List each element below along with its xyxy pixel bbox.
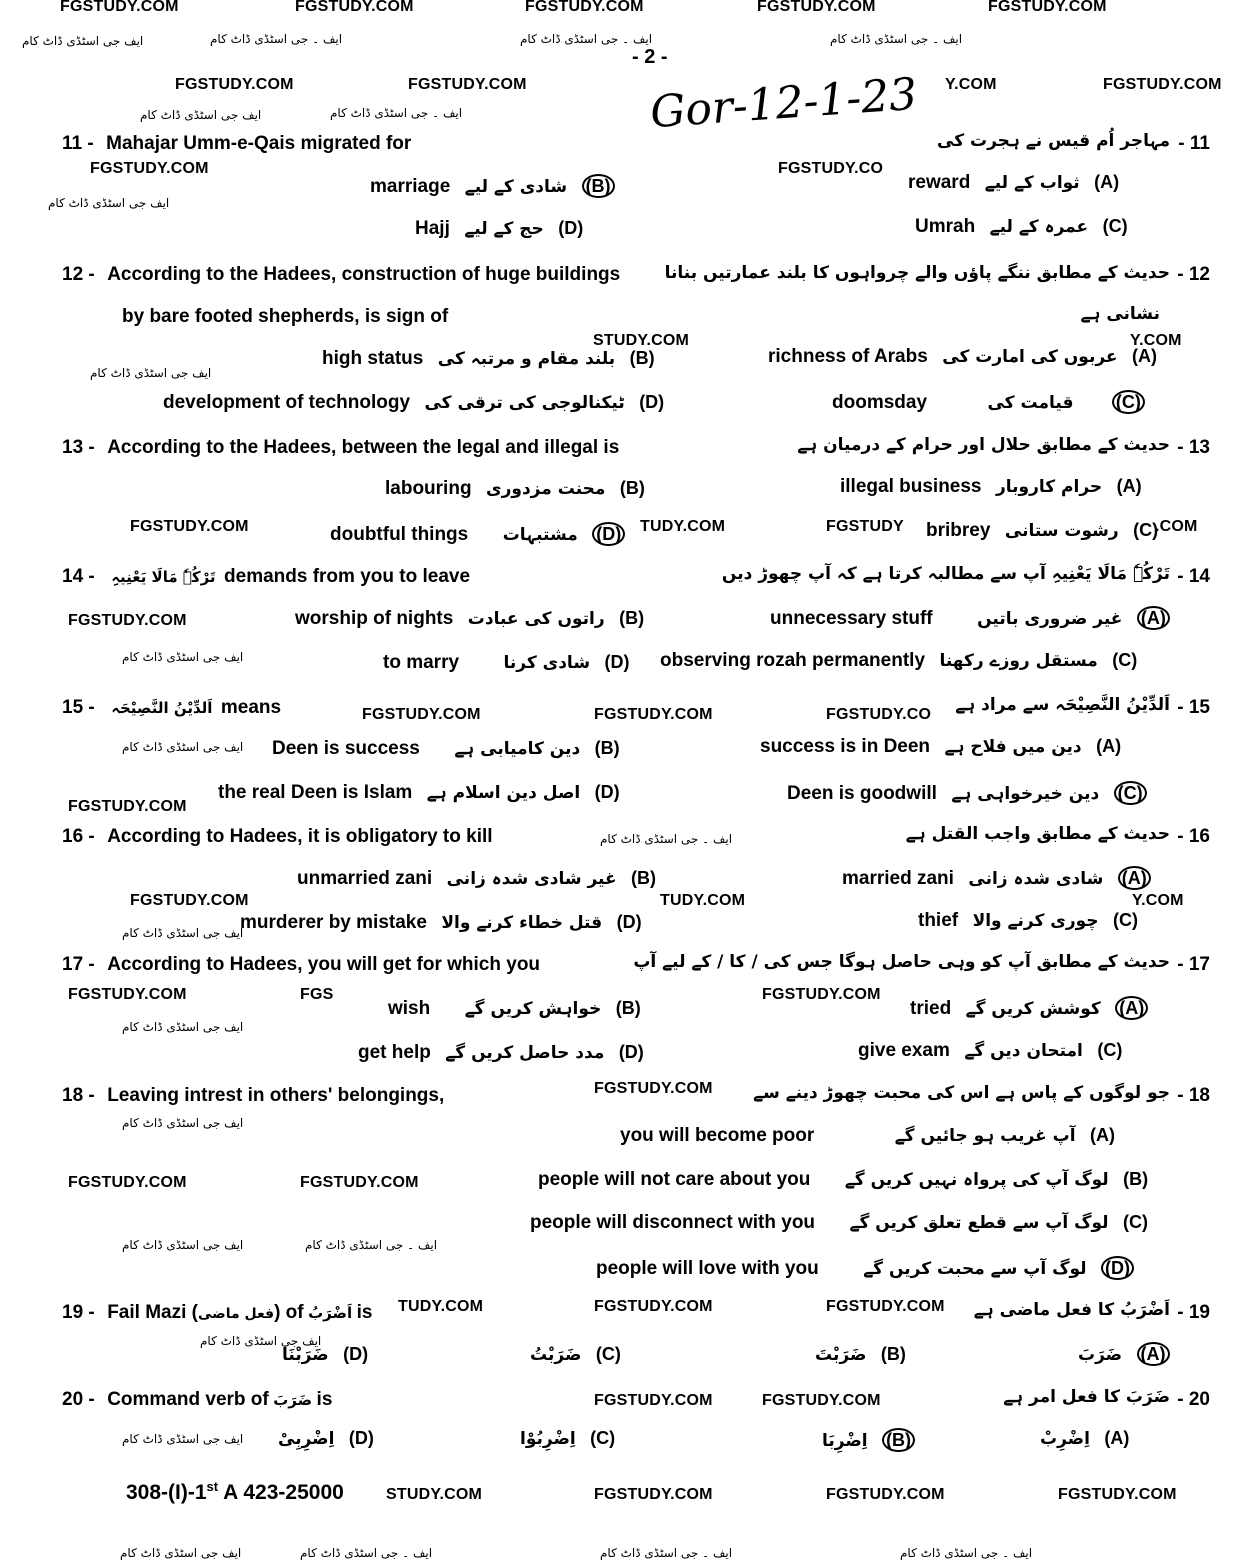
question-text-ur: تَرْکُہٗ مَالَا یَعْنِیہِ آپ سے مطالبہ کرتا ہے کہ آپ چھوڑ دیں <box>721 564 1170 584</box>
question-20: 20 - Command verb of ضَرَبَ is <box>62 1389 333 1410</box>
question-15: 15 - اَلدِّیْنُ النَّصِیْحَہ means <box>62 697 282 718</box>
question-17: 17 - According to Hadees, you will get for which you <box>62 954 541 975</box>
watermark-urdu: ایف ۔ جی اسٹڈی ڈاٹ کام <box>600 1546 733 1560</box>
watermark-fragment: TUDY.COM <box>398 1298 484 1315</box>
question-text-ur: ضَرَبَ کا فعل امر ہے <box>1003 1387 1170 1407</box>
watermark-urdu: ایف ۔ جی اسٹڈی ڈاٹ کام <box>305 1238 438 1252</box>
watermark-fragment: STUDY.COM <box>386 1486 483 1503</box>
option-12-D[interactable]: development of technology ٹیکنالوجی کی ترقی کی (D) <box>163 392 665 413</box>
watermark-fragment: STUDY.COM <box>593 332 690 349</box>
handwritten-date-note: Gor-12-1-23 <box>648 68 919 139</box>
option-15-D[interactable]: the real Deen is Islam اصل دین اسلام ہے (D) <box>218 782 620 803</box>
watermark-fragment: Y.COM <box>1130 332 1182 349</box>
option-18-C[interactable]: people will disconnect with you لوگ آپ سے قطع تعلق کریں گے (C) <box>530 1212 1149 1233</box>
option-19-B[interactable]: ضَرَبْتَ (B) <box>815 1344 906 1365</box>
watermark: FGSTUDY.COM <box>408 76 527 93</box>
option-letter-marked: (A) <box>1115 996 1148 1020</box>
watermark: FGSTUDY.COM <box>594 706 713 723</box>
watermark-urdu: ایف جی اسٹڈی ڈاٹ کام <box>122 1432 244 1446</box>
question-19: 19 - Fail Mazi (فعل ماضی) of اَضْرَبُ is <box>62 1302 373 1323</box>
watermark-fragment: FGSTUDY.CO <box>826 706 932 723</box>
option-11-A[interactable]: reward ثواب کے لیے (A) <box>908 172 1120 193</box>
watermark: FGSTUDY.COM <box>68 798 187 815</box>
watermark-fragment: Y.COM <box>945 76 997 93</box>
question-text-ur-line2: نشانی ہے <box>1080 304 1160 324</box>
option-letter-marked: (B) <box>882 1428 915 1452</box>
option-12-B[interactable]: high status بلند مقام و مرتبہ کی (B) <box>322 348 655 369</box>
watermark-fragment: FGSTUDY.CO <box>778 160 884 177</box>
watermark-urdu: ایف ۔ جی اسٹڈی ڈاٹ کام <box>830 32 963 46</box>
question-12: 12 - According to the Hadees, construction of huge buildings <box>62 264 621 285</box>
option-17-A[interactable]: tried کوشش کریں گے (A) <box>910 996 1148 1020</box>
question-text-en: Mahajar Umm-e-Qais migrated for <box>106 133 412 154</box>
option-15-C[interactable]: Deen is goodwill دین خیرخواہی ہے (C) <box>787 781 1147 805</box>
question-text-ur: حدیث کے مطابق آپ کو وہی حاصل ہوگا جس کی / کا / کے لیے آپ <box>633 952 1170 972</box>
watermark-fragment: TUDY.COM <box>640 518 726 535</box>
question-13: 13 - According to the Hadees, between the legal and illegal is <box>62 437 620 458</box>
watermark: FGSTUDY.COM <box>175 76 294 93</box>
option-14-D[interactable]: to marry شادی کرنا (D) <box>383 652 630 673</box>
option-17-C[interactable]: give exam امتحان دیں گے (C) <box>858 1040 1123 1061</box>
watermark: FGSTUDY.COM <box>68 986 187 1003</box>
question-text-en-line2: by bare footed shepherds, is sign of <box>122 306 449 327</box>
watermark: FGSTUDY.COM <box>525 0 644 15</box>
option-16-A[interactable]: married zani شادی شدہ زانی (A) <box>842 866 1151 890</box>
option-14-C[interactable]: observing rozah permanently مستقل روزے رکھنا (C) <box>660 650 1138 671</box>
question-text-ur: حدیث کے مطابق ننگے پاؤں والے چرواہوں کا بلند عمارتیں بنانا <box>664 263 1170 283</box>
option-15-B[interactable]: Deen is success دین کامیابی ہے (B) <box>272 738 620 759</box>
watermark: FGSTUDY.COM <box>1103 76 1222 93</box>
question-number-ur: - 11 <box>1178 133 1210 154</box>
watermark: FGSTUDY.COM <box>594 1298 713 1315</box>
watermark-urdu: ایف جی اسٹڈی ڈاٹ کام <box>200 1334 322 1348</box>
option-19-C[interactable]: ضَرَبْتُ (C) <box>530 1344 621 1365</box>
option-15-A[interactable]: success is in Deen دین میں فلاح ہے (A) <box>760 736 1122 757</box>
option-13-B[interactable]: labouring محنت مزدوری (B) <box>385 478 645 499</box>
watermark-fragment: .COM <box>1155 518 1198 535</box>
watermark: FGSTUDY.COM <box>68 1174 187 1191</box>
watermark: FGSTUDY.COM <box>362 706 481 723</box>
watermark: FGSTUDY.COM <box>988 0 1107 15</box>
question-18: 18 - Leaving intrest in others' belongings, <box>62 1085 445 1106</box>
watermark: FGSTUDY.COM <box>594 1486 713 1503</box>
option-letter-marked: (D) <box>592 522 625 546</box>
watermark-urdu: ایف ۔ جی اسٹڈی ڈاٹ کام <box>900 1546 1033 1560</box>
watermark-urdu: ایف ۔ جی اسٹڈی ڈاٹ کام <box>330 106 463 120</box>
option-13-D[interactable]: doubtful things مشتبہات (D) <box>330 522 625 546</box>
option-letter-marked: (C) <box>1112 390 1145 414</box>
watermark-urdu: ایف جی اسٹڈی ڈاٹ کام <box>122 1116 244 1130</box>
option-letter-marked: (A) <box>1137 606 1170 630</box>
question-text-ur: حدیث کے مطابق حلال اور حرام کے درمیان ہے <box>797 435 1170 455</box>
option-14-B[interactable]: worship of nights راتوں کی عبادت (B) <box>295 608 645 629</box>
option-letter: (A) <box>1094 172 1120 192</box>
watermark-urdu: ایف جی اسٹڈی ڈاٹ کام <box>122 740 244 754</box>
watermark: FGSTUDY.COM <box>1058 1486 1177 1503</box>
option-20-C[interactable]: اِضْرِبُوْا (C) <box>520 1428 616 1449</box>
option-letter-marked: (D) <box>1101 1256 1134 1280</box>
watermark-urdu: ایف جی اسٹڈی ڈاٹ کام <box>140 108 262 122</box>
option-19-A[interactable]: ضَرَبَ (A) <box>1068 1342 1170 1366</box>
option-20-D[interactable]: اِضْرِبِیْ (D) <box>278 1428 374 1449</box>
watermark: FGSTUDY.COM <box>90 160 209 177</box>
option-11-C[interactable]: Umrah عمرہ کے لیے (C) <box>915 216 1128 237</box>
watermark-urdu: ایف ۔ جی اسٹڈی ڈاٹ کام <box>520 32 653 46</box>
question-11 <box>62 133 411 155</box>
option-13-C[interactable]: bribrey رشوت ستانی (C) <box>926 520 1159 541</box>
question-text-ur: حدیث کے مطابق واجب القتل ہے <box>905 824 1170 844</box>
option-letter-marked: (A) <box>1118 866 1151 890</box>
option-16-C[interactable]: thief چوری کرنے والا (C) <box>918 910 1138 931</box>
option-17-D[interactable]: get help مدد حاصل کریں گے (D) <box>358 1042 644 1063</box>
option-letter-marked: (C) <box>1114 781 1147 805</box>
option-11-B[interactable]: marriage شادی کے لیے (B) <box>370 174 615 198</box>
watermark-urdu: ایف جی اسٹڈی ڈاٹ کام <box>122 650 244 664</box>
watermark-fragment: TUDY.COM <box>660 892 746 909</box>
watermark: FGSTUDY.COM <box>826 1486 945 1503</box>
option-letter-marked: (A) <box>1137 1342 1170 1366</box>
option-letter-marked: (B) <box>582 174 615 198</box>
option-14-A[interactable]: unnecessary stuff غیر ضروری باتیں (A) <box>770 606 1170 630</box>
watermark: FGSTUDY.COM <box>295 0 414 15</box>
watermark: FGSTUDY.COM <box>757 0 876 15</box>
option-12-A[interactable]: richness of Arabs عربوں کی امارت کی (A) <box>768 346 1157 367</box>
option-18-D[interactable]: people will love with you لوگ آپ سے محبت کریں گے (D) <box>596 1256 1134 1280</box>
watermark: FGSTUDY.COM <box>300 1174 419 1191</box>
option-20-B[interactable]: اِضْرِبَا (B) <box>812 1428 915 1452</box>
watermark: FGSTUDY.COM <box>762 986 881 1003</box>
question-text-ur: جو لوگوں کے پاس ہے اس کی محبت چھوڑ دینے سے <box>753 1083 1170 1103</box>
option-20-A[interactable]: اِضْرِبْ (A) <box>1040 1428 1130 1449</box>
question-16: 16 - According to Hadees, it is obligatory to kill <box>62 826 493 847</box>
watermark: FGSTUDY.COM <box>594 1392 713 1409</box>
question-14: 14 - تَرْکُہٗ مَالَا یَعْنِیہِ demands from you to leave <box>62 566 471 587</box>
option-16-B[interactable]: unmarried zani غیر شادی شدہ زانی (B) <box>297 868 657 889</box>
watermark-fragment: FGSTUDY <box>826 518 904 535</box>
watermark: FGSTUDY.COM <box>826 1298 945 1315</box>
watermark: FGSTUDY.COM <box>762 1392 881 1409</box>
question-text-ur: اَلدِّیْنُ النَّصِیْحَہ سے مراد ہے <box>955 695 1170 715</box>
watermark: FGSTUDY.COM <box>68 612 187 629</box>
watermark: FGSTUDY.COM <box>130 518 249 535</box>
watermark-urdu: ایف ۔ جی اسٹڈی ڈاٹ کام <box>300 1546 433 1560</box>
watermark-urdu: ایف ۔ جی اسٹڈی ڈاٹ کام <box>600 832 733 846</box>
watermark-fragment: Y.COM <box>1132 892 1184 909</box>
watermark-urdu: ایف جی اسٹڈی ڈاٹ کام <box>120 1546 242 1560</box>
option-18-A[interactable]: you will become poor آپ غریب ہو جائیں گے (A) <box>620 1125 1116 1146</box>
option-12-C[interactable]: doomsday قیامت کی (C) <box>832 390 1145 414</box>
option-19-D[interactable]: ضَرَبْنَا (D) <box>282 1344 369 1365</box>
watermark: FGSTUDY.COM <box>130 892 249 909</box>
watermark: FGSTUDY.COM <box>60 0 179 15</box>
question-text-ur: اَضْرَبُ کا فعل ماضی ہے <box>973 1300 1170 1320</box>
question-number: 11 - <box>62 133 94 154</box>
watermark-urdu: ایف جی اسٹڈی ڈاٹ کام <box>122 926 244 940</box>
watermark-urdu: ایف جی اسٹڈی ڈاٹ کام <box>90 366 212 380</box>
paper-code: 308-(I)-1st A 423-25000 <box>126 1479 344 1504</box>
option-11-D[interactable]: Hajj حج کے لیے (D) <box>415 218 584 239</box>
watermark-fragment: FGS <box>300 986 334 1003</box>
watermark-urdu: ایف جی اسٹڈی ڈاٹ کام <box>122 1020 244 1034</box>
watermark-urdu: ایف جی اسٹڈی ڈاٹ کام <box>122 1238 244 1252</box>
page-number: - 2 - <box>632 46 668 68</box>
question-text-ur: مہاجر اُم قیس نے ہجرت کی <box>937 131 1170 151</box>
watermark-urdu: ایف ۔ جی اسٹڈی ڈاٹ کام <box>210 32 343 46</box>
watermark: FGSTUDY.COM <box>594 1080 713 1097</box>
watermark-urdu: ایف جی اسٹڈی ڈاٹ کام <box>48 196 170 210</box>
watermark-urdu: ایف جی اسٹڈی ڈاٹ کام <box>22 34 144 48</box>
option-16-D[interactable]: murderer by mistake قتل خطاء کرنے والا (D) <box>240 912 642 933</box>
option-17-B[interactable]: wish خواہش کریں گے (B) <box>388 998 641 1019</box>
option-18-B[interactable]: people will not care about you لوگ آپ کی پرواہ نہیں کریں گے (B) <box>538 1169 1149 1190</box>
option-13-A[interactable]: illegal business حرام کاروبار (A) <box>840 476 1142 497</box>
